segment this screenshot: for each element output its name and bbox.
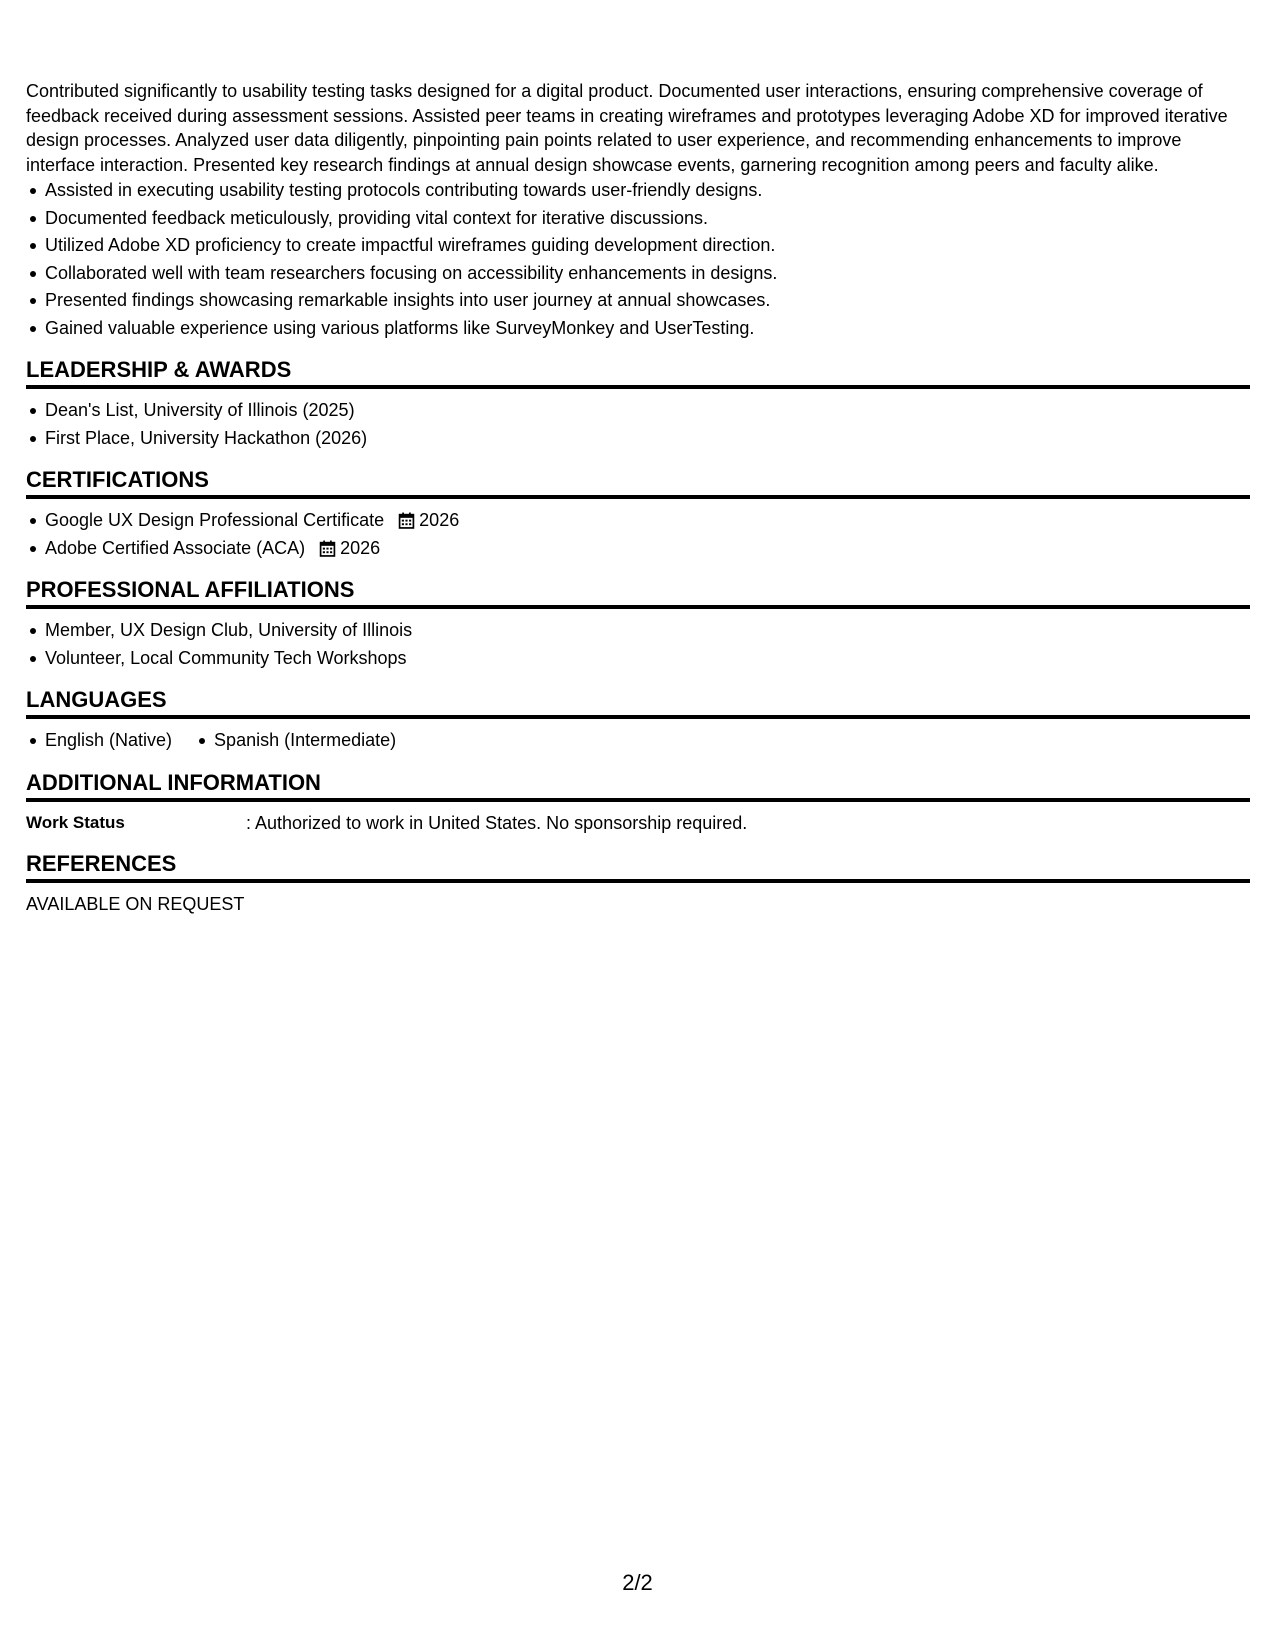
section-title-additional-info: ADDITIONAL INFORMATION bbox=[26, 755, 1250, 802]
languages-list bbox=[26, 727, 1250, 755]
list-item: Assisted in executing usability testing protocols contributing towards user-friendly designs. bbox=[45, 177, 1250, 205]
list-item: Member, UX Design Club, University of Illinois bbox=[45, 617, 1250, 645]
list-item: Collaborated well with team researchers focusing on accessibility enhancements in designs. bbox=[45, 260, 1250, 288]
calendar-icon bbox=[319, 540, 336, 557]
affiliations-list bbox=[26, 617, 1250, 672]
certification-name: Google UX Design Professional Certificate bbox=[45, 510, 385, 530]
list-item: Gained valuable experience using various platforms like SurveyMonkey and UserTesting. bbox=[45, 315, 1250, 343]
page-number: 2/2 bbox=[622, 1570, 653, 1595]
calendar-icon bbox=[398, 512, 415, 529]
work-status-value: : Authorized to work in United States. No sponsorship required. bbox=[246, 812, 748, 833]
section-title-references: REFERENCES bbox=[26, 836, 1250, 883]
section-title-leadership: LEADERSHIP & AWARDS bbox=[26, 342, 1250, 389]
references-text: AVAILABLE ON REQUEST bbox=[26, 893, 245, 914]
work-status-label: Work Status bbox=[26, 812, 125, 832]
language-item: English (Native) bbox=[45, 727, 172, 755]
section-title-affiliations: PROFESSIONAL AFFILIATIONS bbox=[26, 562, 1250, 609]
list-item: Documented feedback meticulously, providing vital context for iterative discussions. bbox=[45, 205, 1250, 233]
list-item: Dean's List, University of Illinois (2025) bbox=[45, 397, 1250, 425]
certification-year: 2026 bbox=[340, 537, 381, 558]
list-item: Utilized Adobe XD proficiency to create impactful wireframes guiding development direction. bbox=[45, 232, 1250, 260]
certifications-list bbox=[26, 507, 1250, 562]
experience-description: Contributed significantly to usability testing tasks designed for a digital product. Documented user interactions, ensuring comprehensive coverage of feedback received during assessment sessions. Assisted peer teams in creating wireframes and prototypes leveraging Adobe XD for improved iterative design processes. Analyzed user data diligently, pinpointing pain points related to user experience, and recommending enhancements to improve interface interaction. Presented key research findings at annual design showcase events, garnering recognition among peers and faculty alike. bbox=[26, 81, 1228, 175]
work-status-row bbox=[26, 810, 1250, 836]
experience-bullets bbox=[26, 177, 1250, 342]
section-title-certifications: CERTIFICATIONS bbox=[26, 452, 1250, 499]
resume-page bbox=[26, 79, 1250, 917]
language-item: Spanish (Intermediate) bbox=[214, 727, 396, 755]
certification-item bbox=[45, 535, 1250, 563]
list-item: Presented findings showcasing remarkable insights into user journey at annual showcases. bbox=[45, 287, 1250, 315]
list-item: First Place, University Hackathon (2026) bbox=[45, 425, 1250, 453]
certification-name: Adobe Certified Associate (ACA) bbox=[45, 537, 306, 558]
section-title-languages: LANGUAGES bbox=[26, 672, 1250, 719]
list-item: Volunteer, Local Community Tech Workshops bbox=[45, 645, 1250, 673]
certification-item bbox=[45, 507, 1250, 535]
certification-year: 2026 bbox=[419, 510, 460, 530]
leadership-list bbox=[26, 397, 1250, 452]
